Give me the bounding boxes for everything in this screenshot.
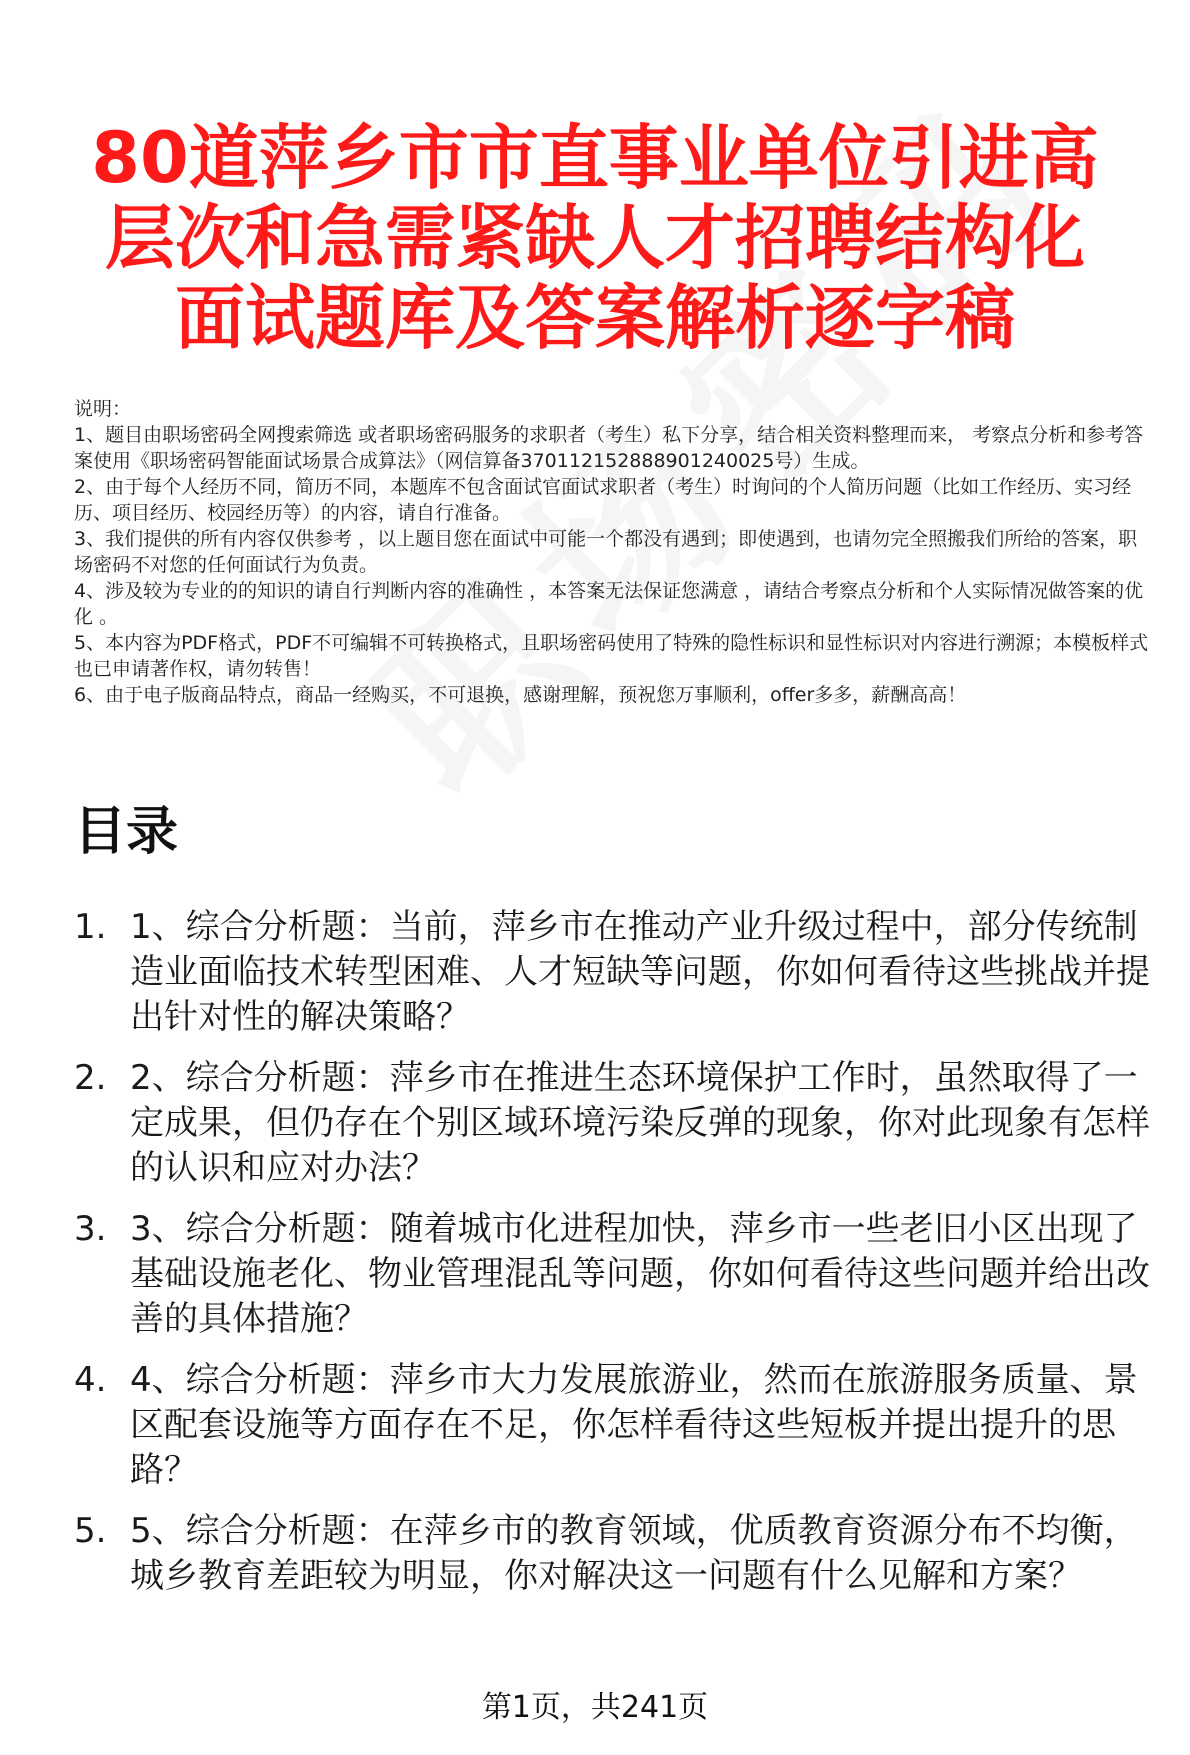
- notes-section: [74, 396, 1149, 708]
- toc-item[interactable]: [74, 905, 1164, 1040]
- toc-item-number: 3.: [74, 1209, 107, 1249]
- toc-item[interactable]: [74, 1056, 1164, 1191]
- toc-item-number: 1.: [74, 907, 107, 947]
- toc-item[interactable]: [74, 1207, 1164, 1342]
- toc-item-text: 2、综合分析题：萍乡市在推进生态环境保护工作时，虽然取得了一定成果，但仍存在个别区域环境污染反弹的现象，你对此现象有怎样的认识和应对办法？: [130, 1058, 1150, 1188]
- toc-list: [74, 905, 1164, 1615]
- notes-item: 4、涉及较为专业的的知识的请自行判断内容的准确性 ，本答案无法保证您满意 ，请结合考察点分析和个人实际情况做答案的优化 。: [74, 580, 1144, 628]
- notes-item: 2、由于每个人经历不同，简历不同，本题库不包含面试官面试求职者（考生）时询问的个人简历问题（比如工作经历、实习经历、项目经历、校园经历等）的内容，请自行准备。: [74, 476, 1132, 524]
- toc-item-text: 1、综合分析题：当前，萍乡市在推动产业升级过程中，部分传统制造业面临技术转型困难、人才短缺等问题，你如何看待这些挑战并提出针对性的解决策略？: [130, 907, 1150, 1037]
- document-title: 80道萍乡市市直事业单位引进高层次和急需紧缺人才招聘结构化面试题库及答案解析逐字稿: [91, 117, 1099, 359]
- notes-item: 5、本内容为PDF格式，PDF不可编辑不可转换格式，且职场密码使用了特殊的隐性标识和显性标识对内容进行溯源；本模板样式也已申请著作权，请勿转售！: [74, 632, 1149, 680]
- notes-heading: 说明：: [74, 398, 132, 420]
- toc-item-number: 2.: [74, 1058, 107, 1098]
- notes-item: 1、题目由职场密码全网搜索筛选 或者职场密码服务的求职者（考生）私下分享，结合相关资料整理而来， 考察点分析和参考答案使用《职场密码智能面试场景合成算法》（网信算备370112152888901240025号）生成。: [74, 424, 1144, 472]
- toc-item-text: 4、综合分析题：萍乡市大力发展旅游业，然而在旅游服务质量、景区配套设施等方面存在不足，你怎样看待这些短板并提出提升的思路？: [130, 1360, 1138, 1490]
- notes-item: 6、由于电子版商品特点，商品一经购买，不可退换，感谢理解，预祝您万事顺利，offer多多，薪酬高高！: [74, 684, 967, 706]
- notes-item: 3、我们提供的所有内容仅供参考 ，以上题目您在面试中可能一个都没有遇到；即使遇到，也请勿完全照搬我们所给的答案，职场密码不对您的任何面试行为负责。: [74, 528, 1138, 576]
- toc-item-text: 3、综合分析题：随着城市化进程加快，萍乡市一些老旧小区出现了基础设施老化、物业管理混乱等问题，你如何看待这些问题并给出改善的具体措施？: [130, 1209, 1150, 1339]
- toc-heading: 目录: [74, 802, 179, 862]
- toc-item-number: 4.: [74, 1360, 107, 1400]
- toc-item[interactable]: [74, 1509, 1164, 1599]
- toc-item-number: 5.: [74, 1511, 107, 1551]
- page-number: 第1页，共241页: [481, 1690, 709, 1725]
- toc-item-text: 5、综合分析题：在萍乡市的教育领域，优质教育资源分布不均衡，城乡教育差距较为明显，你对解决这一问题有什么见解和方案？: [130, 1511, 1138, 1596]
- toc-item[interactable]: [74, 1358, 1164, 1493]
